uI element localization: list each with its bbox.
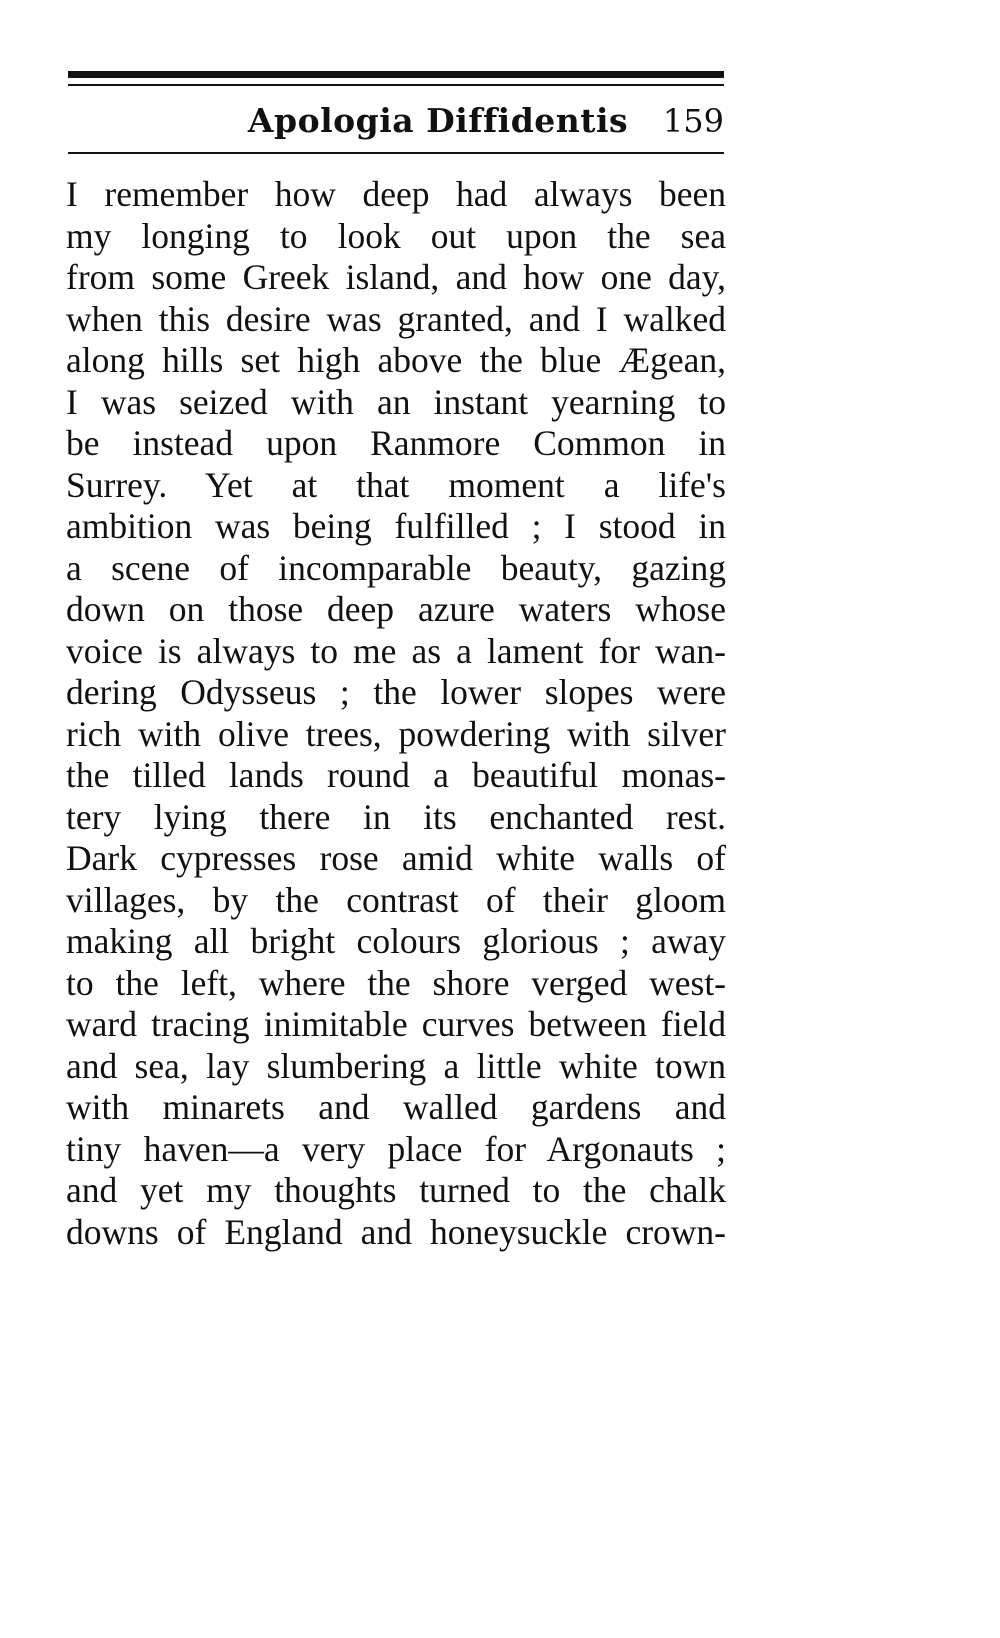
text-line: my longing to look out upon the sea bbox=[66, 215, 726, 256]
text-line: the tilled lands round a beautiful monas- bbox=[66, 755, 726, 795]
running-head bbox=[68, 96, 724, 148]
text-line: villages, by the contrast of their gloom bbox=[66, 879, 726, 920]
text-line: when this desire was granted, and I walked bbox=[66, 298, 726, 339]
text-line: I was seized with an instant yearning to bbox=[66, 381, 726, 422]
text-line: a scene of incomparable beauty, gazing bbox=[66, 547, 726, 588]
text-line: be instead upon Ranmore Common in bbox=[66, 423, 726, 463]
text-line: ward tracing inimitable curves between field bbox=[66, 1004, 726, 1044]
text-line: and yet my thoughts turned to the chalk bbox=[66, 1170, 726, 1210]
text-line: down on those deep azure waters whose bbox=[66, 589, 726, 629]
text-line: making all bright colours glorious ; away bbox=[66, 921, 726, 961]
text-line: and sea, lay slumbering a little white town bbox=[66, 1045, 726, 1086]
text-line: dering Odysseus ; the lower slopes were bbox=[66, 672, 726, 712]
text-line: tiny haven—a very place for Argonauts ; bbox=[66, 1128, 726, 1169]
running-title: Apologia Diffidentis bbox=[247, 101, 629, 140]
text-line: Surrey. Yet at that moment a life's bbox=[66, 464, 726, 505]
top-thick-rule bbox=[68, 71, 724, 78]
text-line: voice is always to me as a lament for wan- bbox=[66, 630, 726, 671]
top-thin-rule bbox=[68, 84, 724, 86]
text-line: tery lying there in its enchanted rest. bbox=[66, 796, 726, 837]
text-line: ambition was being fulfilled ; I stood in bbox=[66, 506, 726, 546]
text-line: Dark cypresses rose amid white walls of bbox=[66, 838, 726, 878]
text-line: along hills set high above the blue Ægean, bbox=[66, 340, 726, 380]
body-text bbox=[66, 174, 726, 1253]
text-line: from some Greek island, and how one day, bbox=[66, 257, 726, 297]
text-line: I remember how deep had always been bbox=[66, 174, 726, 214]
text-line: rich with olive trees, powdering with silver bbox=[66, 713, 726, 754]
text-line: to the left, where the shore verged west- bbox=[66, 962, 726, 1003]
text-line: downs of England and honeysuckle crown- bbox=[66, 1211, 726, 1252]
header-rule bbox=[68, 152, 724, 154]
text-line: with minarets and walled gardens and bbox=[66, 1087, 726, 1127]
page-number: 159 bbox=[662, 102, 724, 140]
